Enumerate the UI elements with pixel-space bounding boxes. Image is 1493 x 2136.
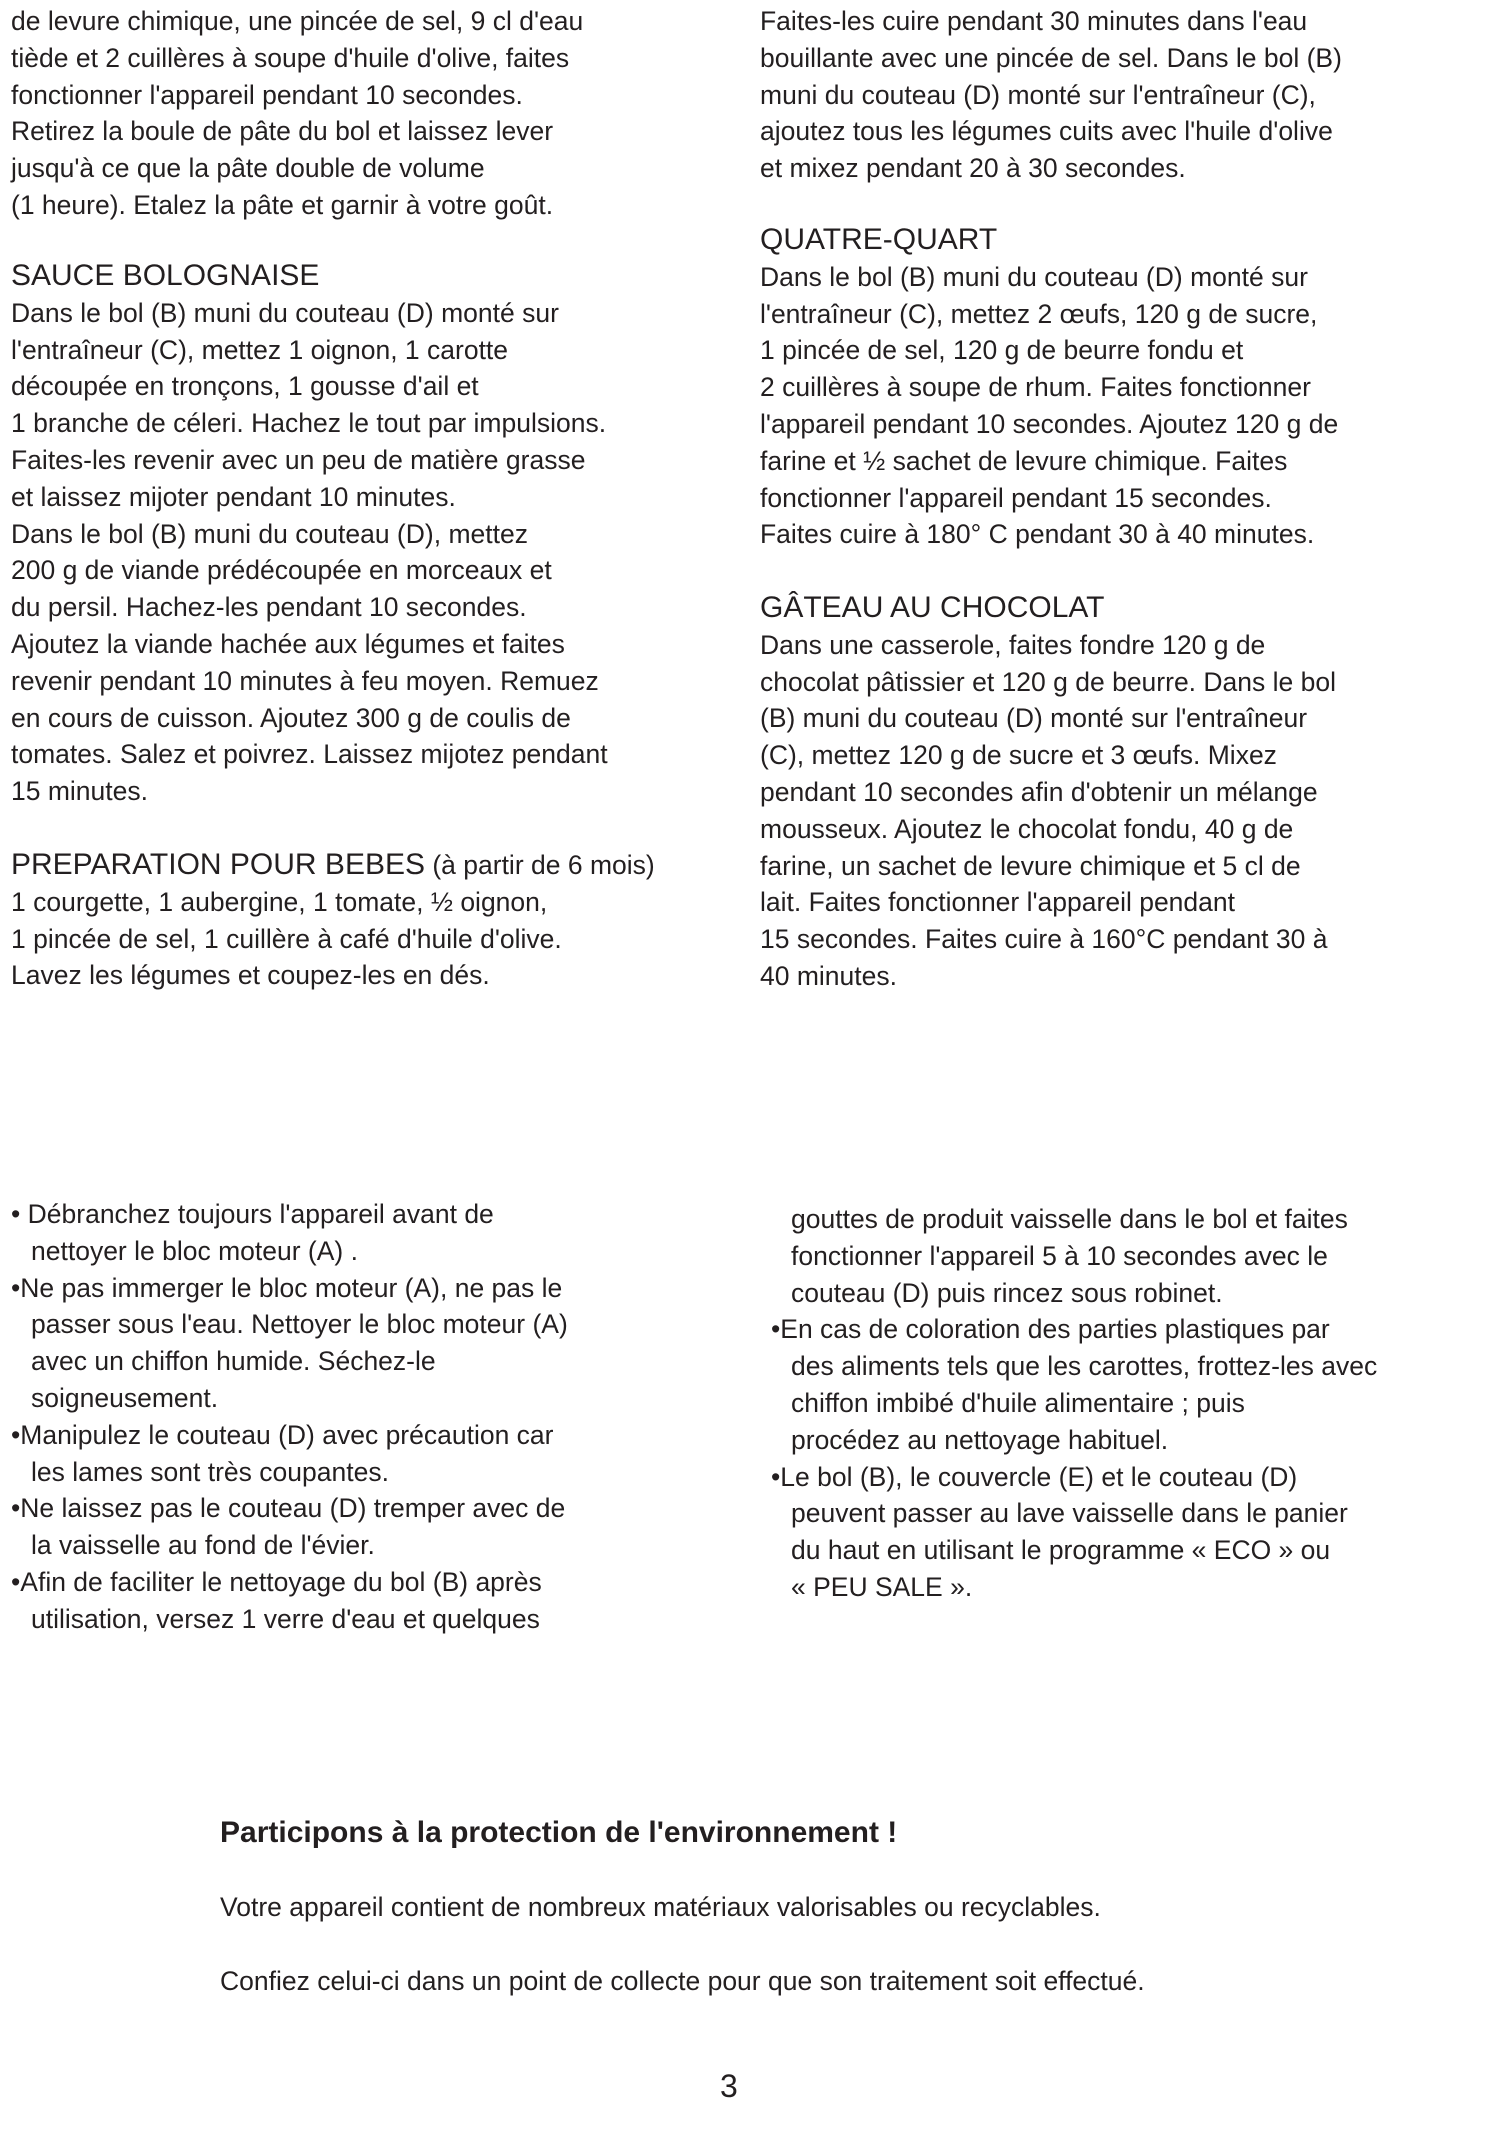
text-line: et laissez mijoter pendant 10 minutes.	[11, 481, 456, 512]
text-line: de levure chimique, une pincée de sel, 9 cl d'eau	[11, 6, 584, 36]
text-line: avec un chiffon humide. Séchez-le	[31, 1346, 436, 1377]
section-body	[760, 627, 1336, 995]
text-line: fonctionner l'appareil 5 à 10 secondes avec le	[791, 1240, 1328, 1271]
section-heading: GÂTEAU AU CHOCOLAT	[760, 591, 1105, 624]
text-line: chocolat pâtissier et 120 g de beurre. Dans le bol	[760, 666, 1336, 697]
environment-paragraph-2: Confiez celui-ci dans un point de collecte pour que son traitement soit effectué.	[220, 1966, 1145, 1996]
text-line: découpée en tronçons, 1 gousse d'ail et	[11, 371, 479, 402]
text-line: « PEU SALE ».	[791, 1571, 973, 1602]
text-line: pendant 10 secondes afin d'obtenir un mélange	[760, 776, 1318, 807]
text-line: des aliments tels que les carottes, frottez-les avec	[791, 1351, 1378, 1382]
heading-sub: (à partir de 6 mois)	[424, 850, 655, 880]
text-line: 200 g de viande prédécoupée en morceaux et	[11, 555, 552, 586]
text-line: procédez au nettoyage habituel.	[791, 1424, 1169, 1455]
environment-section	[220, 1816, 1145, 1996]
text-line: ajoutez tous les légumes cuits avec l'huile d'olive	[760, 116, 1333, 147]
text-line: 15 secondes. Faites cuire à 160°C pendant 30 à	[760, 924, 1328, 955]
section-heading: QUATRE-QUART	[760, 223, 998, 256]
text-line: jusqu'à ce que la pâte double de volume	[11, 153, 485, 184]
text-line: mousseux. Ajoutez le chocolat fondu, 40 g de	[760, 813, 1294, 844]
environment-heading: Participons à la protection de l'environnement !	[220, 1816, 898, 1849]
environment-paragraph-1: Votre appareil contient de nombreux matériaux valorisables ou recyclables.	[220, 1892, 1101, 1922]
text-line: 1 courgette, 1 aubergine, 1 tomate, ½ oignon,	[11, 886, 548, 917]
text-line: gouttes de produit vaisselle dans le bol et faites	[791, 1204, 1348, 1234]
text-line: fonctionner l'appareil pendant 15 secondes.	[760, 482, 1272, 513]
sauce-bolognaise-section	[11, 258, 608, 810]
text-line: couteau (D) puis rincez sous robinet.	[791, 1277, 1223, 1308]
text-line: • Débranchez toujours l'appareil avant de	[11, 1199, 494, 1229]
text-line: tiède et 2 cuillères à soupe d'huile d'olive, faites	[11, 42, 570, 73]
section-body	[11, 884, 655, 994]
text-line: peuvent passer au lave vaisselle dans le panier	[791, 1498, 1348, 1529]
text-line: passer sous l'eau. Nettoyer le bloc moteur (A)	[31, 1309, 568, 1340]
text-line: les lames sont très coupantes.	[31, 1456, 389, 1487]
text-line: Dans le bol (B) muni du couteau (D) monté sur	[11, 297, 559, 328]
text-line: Faites cuire à 180° C pendant 30 à 40 minutes.	[760, 519, 1315, 550]
text-line: farine, un sachet de levure chimique et 5 cl de	[760, 850, 1301, 881]
text-line: Dans le bol (B) muni du couteau (D) monté sur	[760, 261, 1308, 292]
text-line: Faites-les revenir avec un peu de matière grasse	[11, 444, 586, 475]
text-line: du haut en utilisant le programme « ECO » ou	[791, 1535, 1331, 1566]
text-line: 40 minutes.	[760, 960, 897, 991]
text-line: •Manipulez le couteau (D) avec précaution car	[11, 1419, 554, 1450]
heading-main: PREPARATION POUR BEBES	[11, 848, 425, 881]
text-line: farine et ½ sachet de levure chimique. Faites	[760, 445, 1288, 476]
text-line: utilisation, versez 1 verre d'eau et quelques	[31, 1603, 540, 1634]
text-line: 1 branche de céleri. Hachez le tout par impulsions.	[11, 408, 607, 439]
text-line: fonctionner l'appareil pendant 10 secondes.	[11, 79, 523, 110]
section-body	[11, 295, 608, 810]
text-line: •Afin de faciliter le nettoyage du bol (B) après	[11, 1566, 542, 1597]
section-heading: SAUCE BOLOGNAISE	[11, 259, 320, 292]
text-line: nettoyer le bloc moteur (A) .	[31, 1235, 358, 1266]
section-body	[760, 259, 1338, 553]
section-heading	[11, 847, 655, 884]
text-line: (C), mettez 120 g de sucre et 3 œufs. Mixez	[760, 740, 1277, 771]
right-intro-text	[760, 3, 1342, 187]
text-line: •Le bol (B), le couvercle (E) et le couteau (D)	[771, 1461, 1298, 1492]
left-intro-text	[11, 3, 583, 224]
text-line: en cours de cuisson. Ajoutez 300 g de coulis de	[11, 702, 571, 733]
text-line: Ajoutez la viande hachée aux légumes et faites	[11, 628, 565, 659]
text-line: l'entraîneur (C), mettez 2 œufs, 120 g de sucre,	[760, 298, 1318, 329]
text-line: soigneusement.	[31, 1382, 219, 1413]
text-line: 15 minutes.	[11, 776, 148, 807]
text-line: l'entraîneur (C), mettez 1 oignon, 1 carotte	[11, 334, 509, 365]
text-line: Dans le bol (B) muni du couteau (D), mettez	[11, 518, 528, 549]
text-line: Lavez les légumes et coupez-les en dés.	[11, 960, 490, 991]
text-line: (B) muni du couteau (D) monté sur l'entraîneur	[760, 703, 1308, 734]
cleaning-right-list	[771, 1201, 1377, 1606]
text-line: 1 pincée de sel, 1 cuillère à café d'huile d'olive.	[11, 923, 562, 954]
text-line: et mixez pendant 20 à 30 secondes.	[760, 153, 1186, 184]
gateau-chocolat-section	[760, 590, 1336, 995]
text-line: Faites-les cuire pendant 30 minutes dans l'eau	[760, 6, 1308, 36]
text-line: chiffon imbibé d'huile alimentaire ; puis	[791, 1387, 1245, 1418]
page-number: 3	[720, 2068, 738, 2104]
text-line: •Ne laissez pas le couteau (D) tremper avec de	[11, 1493, 566, 1524]
text-line: muni du couteau (D) monté sur l'entraîneur (C),	[760, 79, 1316, 110]
text-line: l'appareil pendant 10 secondes. Ajoutez 120 g de	[760, 408, 1339, 439]
text-line: revenir pendant 10 minutes à feu moyen. Remuez	[11, 665, 599, 696]
text-line: 2 cuillères à soupe de rhum. Faites fonctionner	[760, 372, 1311, 403]
text-line: bouillante avec une pincée de sel. Dans le bol (B)	[760, 42, 1342, 73]
text-line: (1 heure). Etalez la pâte et garnir à votre goût.	[11, 189, 554, 220]
text-line: Retirez la boule de pâte du bol et laissez lever	[11, 116, 554, 147]
text-line: •Ne pas immerger le bloc moteur (A), ne pas le	[11, 1272, 563, 1303]
text-line: lait. Faites fonctionner l'appareil pendant	[760, 887, 1235, 918]
preparation-bebes-section	[11, 847, 655, 994]
text-line: 1 pincée de sel, 120 g de beurre fondu et	[760, 335, 1244, 366]
text-line: tomates. Salez et poivrez. Laissez mijotez pendant	[11, 739, 608, 770]
quatre-quart-section	[760, 222, 1338, 553]
text-line: la vaisselle au fond de l'évier.	[31, 1530, 375, 1561]
cleaning-left-list	[11, 1196, 568, 1638]
text-line: Dans une casserole, faites fondre 120 g de	[760, 629, 1266, 660]
text-line: •En cas de coloration des parties plastiques par	[771, 1314, 1330, 1345]
text-line: du persil. Hachez-les pendant 10 secondes.	[11, 592, 527, 623]
